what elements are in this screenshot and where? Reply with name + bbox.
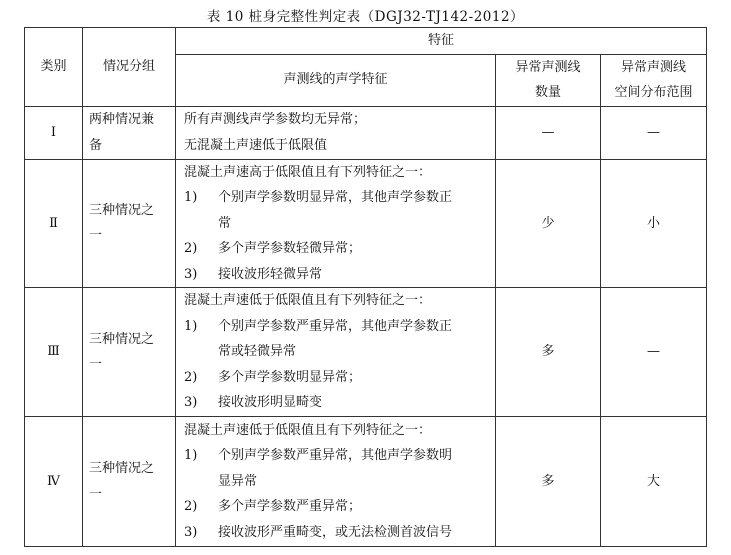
group-line: 三种情况之 (89, 461, 155, 476)
item-text: 多个声学参数严重异常； (218, 499, 362, 515)
header-abnormal-count-line1: 异常声测线 (515, 59, 581, 75)
cell-acoustic-features (176, 106, 496, 159)
cell-group (83, 417, 176, 547)
header-abnormal-count-line2: 数量 (534, 85, 561, 100)
feature-item (184, 365, 487, 391)
cell-category: Ⅲ (25, 288, 83, 417)
cell-category: Ⅱ (25, 159, 83, 288)
feature-item (184, 520, 487, 546)
item-number: 3) (184, 524, 198, 540)
item-text: 多个声学参数明显异常； (218, 369, 362, 385)
cell-abnormal-range: — (601, 288, 707, 417)
group-line: 三种情况之 (89, 331, 155, 347)
item-number: 2) (184, 241, 198, 256)
cell-acoustic-features (176, 288, 496, 417)
item-number: 2) (184, 499, 198, 515)
feature-item (184, 262, 487, 288)
group-line: 两种情况兼 (89, 112, 155, 127)
header-acoustic-features: 声测线的声学特征 (176, 54, 496, 106)
group-line: 三种情况之 (89, 202, 155, 218)
item-text: 多个声学参数轻微异常； (218, 241, 362, 256)
feature-intro: 混凝土声速低于低限值且有下列特征之一： (184, 293, 432, 309)
item-number: 1) (184, 190, 198, 205)
header-group: 情况分组 (83, 28, 176, 107)
cell-acoustic-features (176, 417, 496, 547)
header-abnormal-range (601, 54, 707, 106)
feature-intro: 混凝土声速低于低限值且有下列特征之一： (184, 422, 432, 438)
cell-category: Ⅳ (25, 417, 83, 547)
item-text: 个别声学参数严重异常，其他声学参数明 (218, 448, 453, 464)
group-line: 一 (89, 357, 103, 372)
cell-category: Ⅰ (25, 106, 83, 159)
cell-abnormal-count: 多 (496, 417, 601, 547)
item-text: 接收波形严重畸变，或无法检测首波信号 (218, 524, 453, 540)
item-text: 接收波形明显畸变 (218, 395, 323, 411)
item-text: 个别声学参数明显异常，其他声学参数正 (218, 190, 453, 205)
header-category: 类别 (25, 28, 83, 107)
header-features: 特征 (176, 28, 707, 55)
group-line: 备 (89, 137, 103, 153)
item-text: 个别声学参数严重异常，其他声学参数正 (218, 318, 453, 334)
feature-item (184, 236, 487, 262)
table-row-category-1 (25, 106, 707, 159)
cell-abnormal-range: — (601, 106, 707, 159)
integrity-judgment-table (24, 27, 707, 547)
group-line: 一 (89, 228, 103, 244)
table-caption: 表 10 桩身完整性判定表（DGJ32-TJ142-2012） (206, 9, 525, 25)
cell-group (83, 106, 176, 159)
item-text: 常 (218, 215, 232, 231)
feature-intro: 所有声测线声学参数均无异常； (184, 112, 367, 127)
header-abnormal-count (496, 54, 601, 106)
item-number: 1) (184, 318, 198, 334)
cell-abnormal-count: 多 (496, 288, 601, 417)
item-number: 2) (184, 369, 198, 385)
feature-item (184, 185, 487, 236)
cell-abnormal-range: 小 (601, 159, 707, 288)
cell-group (83, 159, 176, 288)
cell-abnormal-count: — (496, 106, 601, 159)
feature-intro: 无混凝土声速低于低限值 (184, 137, 328, 153)
group-line: 一 (89, 486, 103, 502)
cell-acoustic-features (176, 159, 496, 288)
cell-abnormal-count: 少 (496, 159, 601, 288)
item-text: 接收波形轻微异常 (218, 266, 323, 282)
table-row-category-4 (25, 417, 707, 547)
cell-abnormal-range: 大 (601, 417, 707, 547)
item-text: 常或轻微异常 (218, 344, 297, 360)
header-abnormal-range-line2: 空间分布范围 (614, 85, 693, 100)
header-abnormal-range-line1: 异常声测线 (621, 59, 687, 75)
feature-intro: 混凝土声速高于低限值且有下列特征之一： (184, 164, 432, 180)
table-row-category-3 (25, 288, 707, 417)
item-number: 3) (184, 266, 198, 282)
table-row-category-2 (25, 159, 707, 288)
feature-item (184, 390, 487, 416)
feature-item (184, 443, 487, 494)
item-number: 1) (184, 448, 198, 464)
cell-group (83, 288, 176, 417)
item-text: 显异常 (218, 473, 258, 489)
item-number: 3) (184, 395, 198, 411)
feature-item (184, 494, 487, 520)
feature-item (184, 314, 487, 365)
